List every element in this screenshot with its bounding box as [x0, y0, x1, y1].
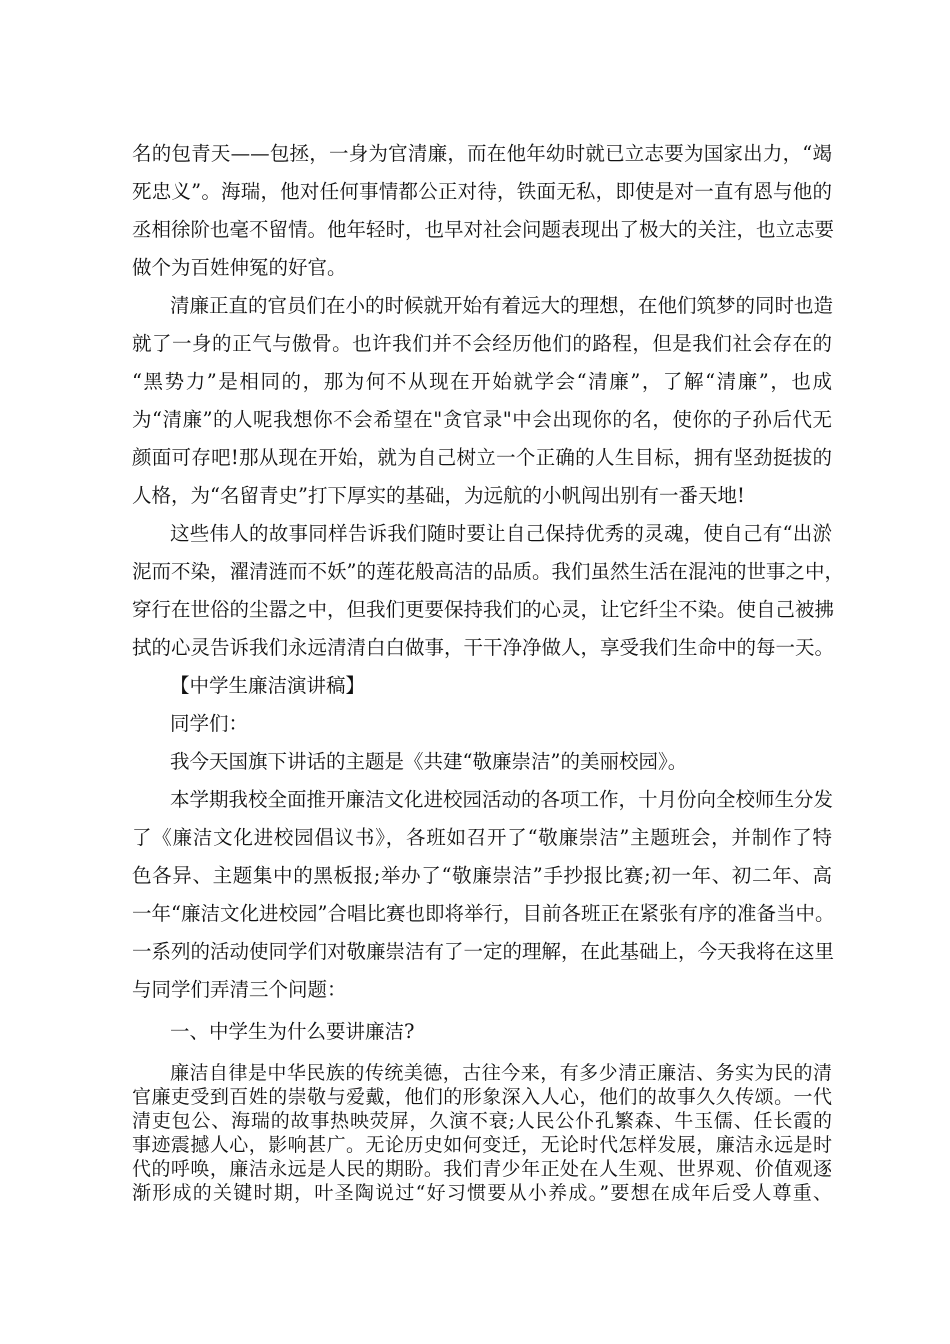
text-line: 色各异、主题集中的黑板报;举办了“敬廉崇洁”手抄报比赛;初一年、初二年、高: [132, 864, 833, 887]
text-line: 拭的心灵告诉我们永远清清白白做事，干干净净做人，享受我们生命中的每一天。: [132, 636, 835, 659]
speech-theme: 我今天国旗下讲话的主题是《共建“敬廉崇洁”的美丽校园》。: [170, 750, 688, 773]
text-line: 颜面可存吧!那从现在开始，就为自己树立一个正确的人生目标，拥有坚劲挺拔的: [132, 446, 832, 469]
text-line: 死忠义”。海瑞，他对任何事情都公正对待，铁面无私，即使是对一直有恩与他的: [132, 180, 832, 203]
text-line: 事迹震撼人心，影响甚广。无论历史如何变迁，无论时代怎样发展，廉洁永远是时: [132, 1134, 832, 1156]
text-line: “黑势力”是相同的，那为何不从现在开始就学会“清廉”，了解“清廉”，也成: [132, 370, 832, 393]
text-line: 代的呼唤，廉洁永远是人民的期盼。我们青少年正处在人生观、世界观、价值观逐: [132, 1158, 832, 1180]
text-line: 与同学们弄清三个问题：: [132, 978, 347, 1001]
section-heading-1: 一、中学生为什么要讲廉洁?: [170, 1020, 415, 1043]
text-line: 了《廉洁文化进校园倡议书》，各班如召开了“敬廉崇洁”主题班会，并制作了特: [132, 826, 832, 849]
speech-heading: 【中学生廉洁演讲稿】: [170, 674, 366, 697]
text-line: 渐形成的关键时期，叶圣陶说过“好习惯要从小养成。”要想在成年后受人尊重、: [132, 1182, 832, 1204]
text-line: 本学期我校全面推开廉洁文化进校园活动的各项工作，十月份向全校师生分发: [170, 788, 834, 811]
text-line: 就了一身的正气与傲骨。也许我们并不会经历他们的路程，但是我们社会存在的: [132, 332, 832, 355]
speech-greeting: 同学们：: [170, 712, 249, 735]
text-line: 做个为百姓伸冤的好官。: [132, 256, 347, 279]
text-line: 这些伟人的故事同样告诉我们随时要让自己保持优秀的灵魂，使自己有“出淤: [170, 522, 832, 545]
text-line: 丞相徐阶也毫不留情。他年轻时，也早对社会问题表现出了极大的关注，也立志要: [132, 218, 835, 241]
text-line: 清吏包公、海瑞的故事热映荧屏，久演不衰;人民公仆孔繁森、牛玉儒、任长霞的: [132, 1110, 832, 1132]
text-line: 名的包青天——包拯，一身为官清廉，而在他年幼时就已立志要为国家出力，“竭: [132, 142, 832, 165]
text-line: 人格，为“名留青史”打下厚实的基础，为远航的小帆闯出别有一番天地!: [132, 484, 745, 507]
text-line: 穿行在世俗的尘嚣之中，但我们更要保持我们的心灵，让它纤尘不染。使自己被拂: [132, 598, 835, 621]
text-line: 一系列的活动使同学们对敬廉崇洁有了一定的理解，在此基础上，今天我将在这里: [132, 940, 835, 963]
text-line: 泥而不染，濯清涟而不妖”的莲花般高洁的品质。我们虽然生活在混沌的世事之中，: [132, 560, 844, 583]
text-line: 清廉正直的官员们在小的时候就开始有着远大的理想，在他们筑梦的同时也造: [170, 294, 834, 317]
text-line: 为“清廉”的人呢我想你不会希望在"贪官录"中会出现你的名，使你的子孙后代无: [132, 408, 832, 431]
text-line: 廉洁自律是中华民族的传统美德，古往今来，有多少清正廉洁、务实为民的清: [170, 1062, 832, 1084]
text-line: 官廉吏受到百姓的崇敬与爱戴，他们的形象深入人心，他们的故事久久传颂。一代: [132, 1086, 832, 1108]
text-line: 一年“廉洁文化进校园”合唱比赛也即将举行，目前各班正在紧张有序的准备当中。: [132, 902, 835, 925]
